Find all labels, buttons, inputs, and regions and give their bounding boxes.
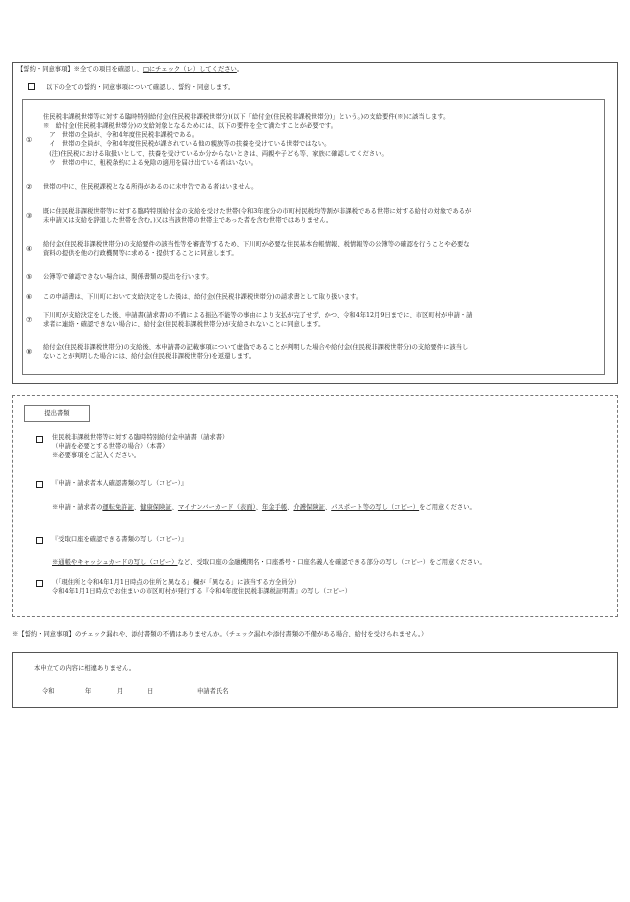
pledge-item-line: 資料の提供を他の行政機関等に求める・提供することに同意します。 <box>43 250 238 257</box>
confirmation-box <box>12 652 618 708</box>
pledge-item-text <box>43 182 257 191</box>
pledge-item <box>26 176 620 198</box>
doc1-note: ※必要事項をご記入ください。 <box>52 452 141 460</box>
pledge-item <box>26 337 620 367</box>
pledge-item-number: ⑤ <box>26 272 33 281</box>
pledge-item-line: 求者に連絡・確認できない場合に、給付金(住民税非課税世帯分)が支給されないことに同意します。 <box>43 321 325 328</box>
date-month: 月 <box>117 688 124 695</box>
doc2-note-prefix: ※申請・請求者の <box>52 504 103 511</box>
pledge-item <box>26 290 620 304</box>
doc3-title: 『受取口座を確認できる書類の写し（コピー）』 <box>52 536 188 543</box>
pledge-item-line: ※ 給付金(住民税非課税世帯分)の支給対象となるためには、以下の要件を全て満たすことが必要です。 <box>43 122 338 130</box>
pledge-item-number: ⑥ <box>26 292 33 301</box>
id-document-type: 運転免許証 <box>102 504 134 511</box>
confirmation-statement: 本申立ての内容に相違ありません。 <box>34 665 136 672</box>
pledge-item-text <box>43 207 471 225</box>
pledge-item <box>26 234 620 264</box>
pledge-item-line: 公簿等で確認できない場合は、関係書類の提出を行います。 <box>43 273 213 281</box>
id-document-type: 年金手帳 <box>261 504 288 511</box>
pledge-item-line: 給付金(住民税非課税世帯分)の支給要件の該当性等を審査等するため、下川町が必要な住民基本台帳情報、税情報等の公簿等の確認を行うことや必要な <box>43 240 470 248</box>
documents-title: 提出書類 <box>44 410 70 417</box>
pledge-item-line: この申請書は、下川町において支給決定をした後は、給付金(住民税非課税世帯分)の請求書として取り扱います。 <box>43 293 363 301</box>
pledge-item-number: ⑧ <box>26 347 33 356</box>
agree-all-label: 以下の全ての誓約・同意事項について確認し、誓約・同意します。 <box>46 84 235 91</box>
pledge-item-line: ないことが判明した場合には、給付金(住民税非課税世帯分)を返還します。 <box>43 353 256 360</box>
pledge-item-number: ⑦ <box>26 315 33 324</box>
agree-all-checkbox[interactable] <box>28 83 35 90</box>
pledge-item-line: 給付金(住民税非課税世帯分)の支給後、本申請書の記載事項について虚偽であることが判明した場合や給付金(住民税非課税世帯分)の支給要件に該当し <box>43 343 469 351</box>
id-document-type: 介護保険証 <box>293 504 325 511</box>
pledge-item <box>26 203 620 229</box>
pledge-item-line: 既に住民税非課税世帯等に対する臨時特別給付金の支給を受けた世帯(令和3年度分の市町村民税均等割が非課税である世帯に対する給付の対象であるが <box>43 207 472 215</box>
doc2-title: 『申請・請求者本人確認書類の写し（コピー）』 <box>52 480 188 487</box>
pledge-item-number: ④ <box>26 244 33 253</box>
pledge-item-text <box>43 113 449 168</box>
separator: 、 <box>287 504 294 511</box>
id-document-type: 健康保険証 <box>140 504 172 511</box>
pledge-item-line: 世帯の中に、住民税課税となる所得があるのに未申告である者はいません。 <box>43 183 258 191</box>
doc4-text <box>52 578 351 596</box>
pledge-item-number: ② <box>26 182 33 191</box>
pledge-item-line: (注)住民税における取扱いとして、扶養を受けているか分からないときは、両親や子ども等、家族に確認してください。 <box>43 150 388 158</box>
separator: 、 <box>133 504 141 511</box>
pledge-item-text <box>43 272 213 281</box>
pledge-header: 【誓約・同意事項】※全ての項目を確認し、□にチェック（レ）してください。 <box>17 66 244 73</box>
pledge-item-line: 住民税非課税世帯等に対する臨時特別給付金(住民税非課税世帯分)(以下「給付金(住民税非課税世帯分)」という。)の支給要件(※)に該当します。 <box>43 113 450 121</box>
pledge-item-line: 未申請又は支給を辞退した世帯を含む。)又は当該世帯の世帯主であった者を含む世帯ではありません。 <box>43 217 333 224</box>
date-year: 年 <box>85 688 92 695</box>
date-day: 日 <box>147 688 154 695</box>
doc4-title: 令和4年1月1日時点でお住まいの市区町村が発行する『令和4年度住民税非課税証明書』の写し（コピー） <box>52 588 352 596</box>
agree-all-row[interactable] <box>28 83 234 92</box>
separator: 、 <box>255 504 262 511</box>
doc4-checkbox[interactable] <box>36 580 43 587</box>
doc1-text <box>52 433 228 460</box>
doc2-note <box>52 503 476 512</box>
date-era: 令和 <box>42 688 55 695</box>
pledge-item-text <box>43 240 470 258</box>
pledge-item <box>26 306 620 334</box>
applicant-name-label: 申請者氏名 <box>197 688 229 695</box>
doc3-checkbox[interactable] <box>36 537 43 544</box>
doc4-condition: （「現住所と令和4年1月1日時点の住所と異なる」欄が「異なる」に該当する方全員分） <box>52 579 301 586</box>
pledge-item-text <box>43 343 468 361</box>
footer-note: ※【誓約・同意事項】のチェック漏れや、添付書類の不備はありませんか。（チェック漏れや添付書類の不備がある場合、給付を受けられません。） <box>12 631 428 638</box>
pledge-item-number: ③ <box>26 211 33 220</box>
documents-title-box <box>24 405 90 422</box>
pledge-item-text <box>43 311 472 329</box>
doc1-condition: （申請を必要とする世帯の場合）（本書） <box>52 443 169 451</box>
pledge-item <box>26 105 620 175</box>
pledge-item-line: イ 世帯の全員が、令和4年度住民税が課されている他の親族等の扶養を受けている世帯ではない。 <box>43 141 331 148</box>
separator: 、 <box>171 504 178 511</box>
pledge-item-line: ア 世帯の全員が、令和4年度住民税非課税である。 <box>43 131 199 139</box>
separator: 、 <box>324 504 332 511</box>
doc1-checkbox[interactable] <box>36 436 43 443</box>
pledge-item-line: 下川町が支給決定をした後、申請書(請求書)の不備による振込不能等の事由により支払が完了せず、かつ、令和4年12月9日までに、市区町村が申請・請 <box>43 311 473 319</box>
doc2-note-suffix: をご用意ください。 <box>419 504 476 511</box>
pledge-item <box>26 268 620 286</box>
doc1-title: 住民税非課税世帯等に対する臨時特別給付金申請書（請求書） <box>52 434 229 441</box>
pledge-item-number: ① <box>26 135 33 144</box>
id-document-type: パスポート等の写し（コピー） <box>331 504 420 511</box>
doc2-checkbox[interactable] <box>36 481 43 488</box>
pledge-item-text <box>43 292 362 301</box>
doc3-note: ※通帳やキャッシュカードの写し（コピー）など、受取口座の金融機関名・口座番号・口座名義人を確認できる部分の写し（コピー）をご用意ください。 <box>52 559 486 566</box>
pledge-item-line: ウ 世帯の中に、租税条約による免除の適用を届け出ている者はいない。 <box>43 159 258 167</box>
id-document-type: マイナンバーカード（表面） <box>177 504 256 511</box>
